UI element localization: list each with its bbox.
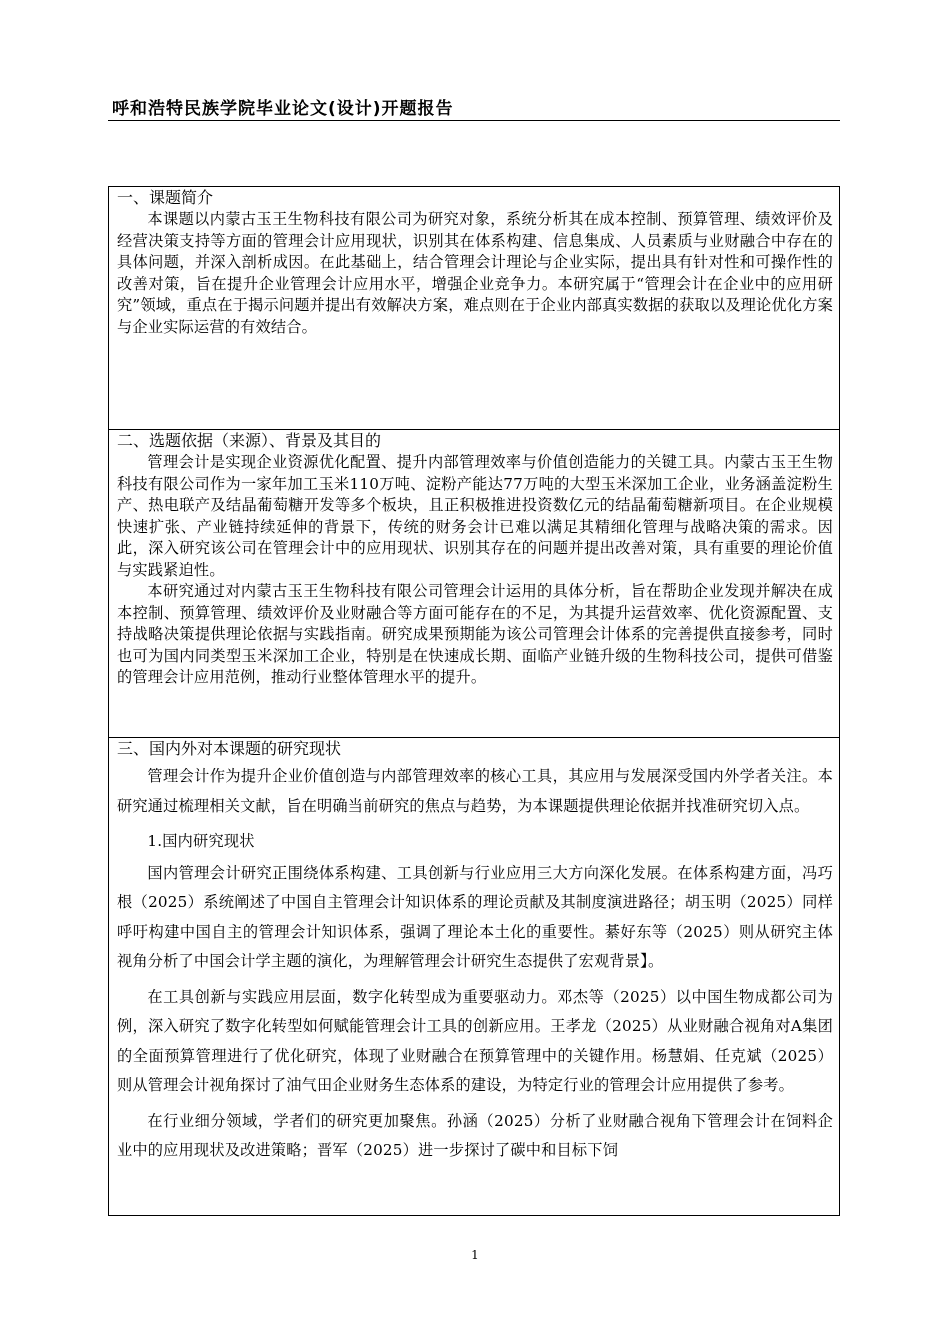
section-research-status — [109, 737, 839, 1215]
section-paragraph: 在工具创新与实践应用层面，数字化转型成为重要驱动力。邓杰等（2025）以中国生物成都公司为例，深入研究了数字化转型如何赋能管理会计工具的创新应用。王孝龙（2025）从业财融合视角对A集团的全面预算管理进行了优化研究，体现了业财融合在预算管理中的关键作用。杨慧娟、任克斌（2025）则从管理会计视角探讨了油气田企业财务生态体系的建设，为特定行业的管理会计应用提供了参考。 — [117, 987, 833, 1094]
section-heading: 二、选题依据（来源）、背景及其目的 — [117, 431, 382, 450]
section-paragraph: 国内管理会计研究正围绕体系构建、工具创新与行业应用三大方向深化发展。在体系构建方面，冯巧根（2025）系统阐述了中国自主管理会计知识体系的理论贡献及其制度演进路径；胡玉明（2025）同样呼吁构建中国自主的管理会计知识体系，强调了理论本土化的重要性。綦好东等（2025）则从研究主体视角分析了中国会计学主题的演化，为理解管理会计研究生态提供了宏观背景】。 — [117, 863, 833, 970]
header-rule — [108, 120, 840, 121]
section-paragraph: 本研究通过对内蒙古玉王生物科技有限公司管理会计运用的具体分析，旨在帮助企业发现并解决在成本控制、预算管理、绩效评价及业财融合等方面可能存在的不足，为其提升运营效率、优化资源配置、支持战略决策提供理论依据与实践指南。研究成果预期能为该公司管理会计体系的完善提供直接参考，同时也可为国内同类型玉米深加工企业，特别是在快速成长期、面临产业链升级的生物科技公司，提供可借鉴的管理会计应用范例，推动行业整体管理水平的提升。 — [117, 582, 833, 686]
header-title: 呼和浩特民族学院毕业论文(设计)开题报告 — [112, 99, 454, 119]
section-heading: 一、课题简介 — [117, 188, 214, 207]
page-header — [108, 94, 840, 118]
section-basis-background — [109, 429, 839, 737]
section-paragraph: 管理会计是实现企业资源优化配置、提升内部管理效率与价值创造能力的关键工具。内蒙古玉王生物科技有限公司作为一家年加工玉米110万吨、淀粉产能达77万吨的大型玉米深加工企业，业务涵盖淀粉生产、热电联产及结晶葡萄糖开发等多个板块，且正积极推进投资数亿元的结晶葡萄糖新项目。在企业规模快速扩张、产业链持续延伸的背景下，传统的财务会计已难以满足其精细化管理与战略决策的需求。因此，深入研究该公司在管理会计中的应用现状、识别其存在的问题并提出改善对策，具有重要的理论价值与实践紧迫性。 — [117, 453, 833, 579]
section-paragraph: 在行业细分领域，学者们的研究更加聚焦。孙涵（2025）分析了业财融合视角下管理会计在饲料企业中的应用现状及改进策略；晋军（2025）进一步探讨了碳中和目标下饲 — [117, 1111, 833, 1159]
section-topic-intro — [109, 187, 839, 429]
proposal-table — [108, 186, 840, 1216]
section-paragraph: 本课题以内蒙古玉王生物科技有限公司为研究对象，系统分析其在成本控制、预算管理、绩效评价及经营决策支持等方面的管理会计应用现状，识别其在体系构建、信息集成、人员素质与业财融合中存在的具体问题，并深入剖析成因。在此基础上，结合管理会计理论与企业实际，提出具有针对性和可操作性的改善对策，旨在提升企业管理会计应用水平，增强企业竞争力。本研究属于“管理会计在企业中的应用研究”领域，重点在于揭示问题并提出有效解决方案，难点则在于企业内部真实数据的获取以及理论优化方案与企业实际运营的有效结合。 — [117, 210, 833, 336]
page-number: 1 — [471, 1248, 479, 1262]
section-heading: 三、国内外对本课题的研究现状 — [117, 739, 342, 758]
subsection-heading: 1.国内研究现状 — [147, 832, 255, 850]
section-paragraph: 管理会计作为提升企业价值创造与内部管理效率的核心工具，其应用与发展深受国内外学者关注。本研究通过梳理相关文献，旨在明确当前研究的焦点与趋势，为本课题提供理论依据并找准研究切入点。 — [117, 767, 833, 815]
